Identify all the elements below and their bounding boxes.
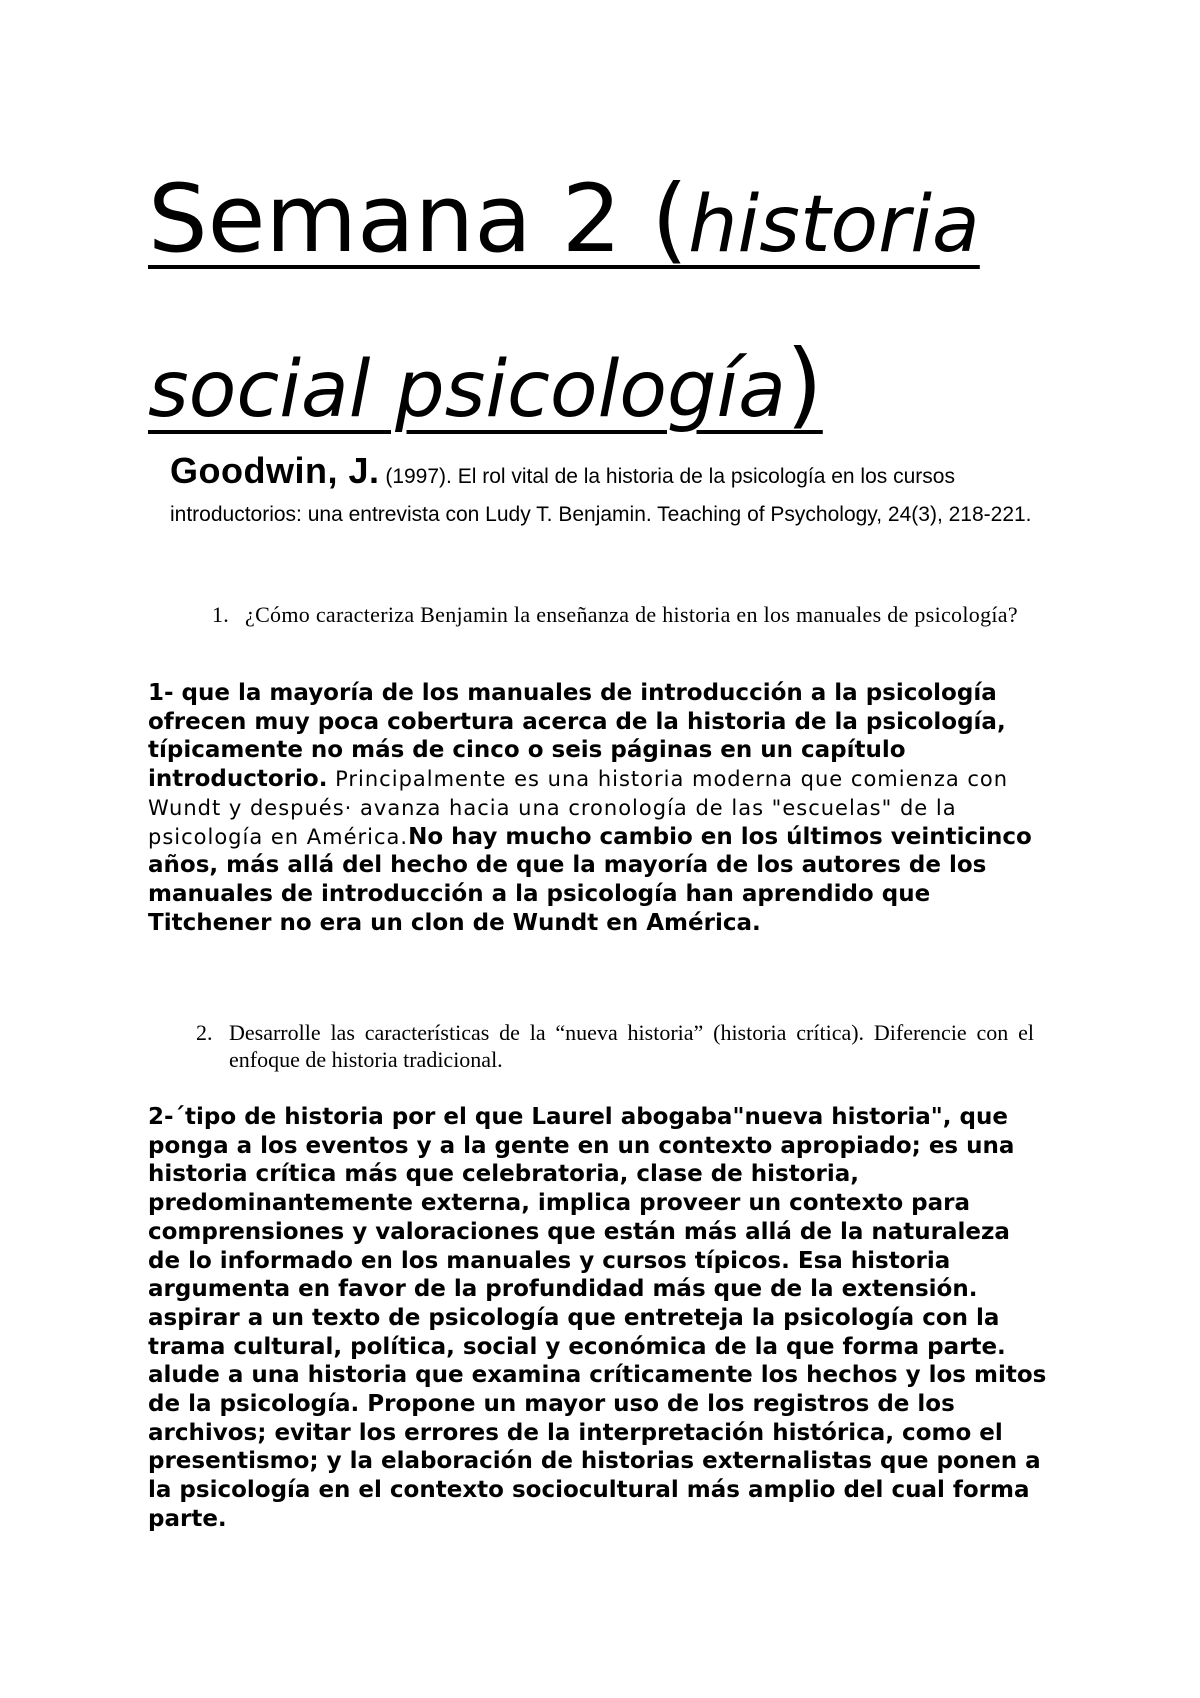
title-regular-part: Semana 2 ( bbox=[148, 165, 689, 274]
page-title bbox=[148, 140, 1048, 470]
title-italic-part: historia bbox=[688, 180, 980, 270]
answer-regular-text: Principalmente es una historia moderna que comienza con Wundt y después· avanza hacia una cronología de las "escuelas" de la psicología en América. bbox=[148, 767, 1009, 849]
bibliographic-citation bbox=[170, 452, 1040, 534]
title-line-1 bbox=[148, 165, 980, 274]
citation-reference: (1997). El rol vital de la historia de la psicología en los cursos introductorios: una entrevista con Ludy T. Benjamin. Teaching of Psychology, 24(3), 218-221. bbox=[170, 465, 1032, 526]
question-number: 1. bbox=[212, 602, 230, 627]
answer-bold-text-end: No hay mucho cambio en los últimos veinticinco años, más allá del hecho de que la mayoría de los autores de los manuales de introducción a la psicología han aprendido que Titchener no era un clon de Wundt en América. bbox=[148, 823, 1032, 936]
question-1 bbox=[212, 601, 1035, 628]
question-text: Desarrolle las características de la “nueva historia” (historia crítica). Diferencie con el enfoque de historia tradicional. bbox=[229, 1020, 1034, 1072]
answer-1 bbox=[148, 679, 1048, 937]
question-number: 2. bbox=[196, 1020, 213, 1045]
answer-2 bbox=[148, 1103, 1048, 1534]
answer-bold-text: 2-´tipo de historia por el que Laurel abogaba"nueva historia", que ponga a los eventos y a la gente en un contexto apropiado; es una historia crítica más que celebratoria, clase de historia, predominantemente externa, implica proveer un contexto para comprensiones y valoraciones que están más allá de la naturaleza de lo informado en los manuales y cursos típicos. Esa historia argumenta en favor de la profundidad más que de la extensión. aspirar a un texto de psicología que entreteja la psicología con la trama cultural, política, social y económica de la que forma parte. alude a una historia que examina críticamente los hechos y los mitos de la psicología. Propone un mayor uso de los registros de los archivos; evitar los errores de la interpretación histórica, como el presentismo; y la elaboración de historias externalistas que ponen a la psicología en el contexto sociocultural más amplio del cual forma parte. bbox=[148, 1104, 1047, 1532]
question-text: ¿Cómo caracteriza Benjamin la enseñanza de historia en los manuales de psicología? bbox=[245, 602, 1018, 627]
answer-bold-text: 1- que la mayoría de los manuales de introducción a la psicología ofrecen muy poca cobertura acerca de la historia de la psicología, típicamente no más de cinco o seis páginas en un capítulo introductorio. bbox=[148, 680, 1006, 793]
title-closing-paren: ) bbox=[785, 330, 823, 439]
question-2 bbox=[196, 1019, 1034, 1073]
title-italic-part-2: social psicología bbox=[148, 345, 786, 435]
citation-author: Goodwin, J. bbox=[170, 450, 380, 491]
title-line-2 bbox=[148, 330, 823, 439]
